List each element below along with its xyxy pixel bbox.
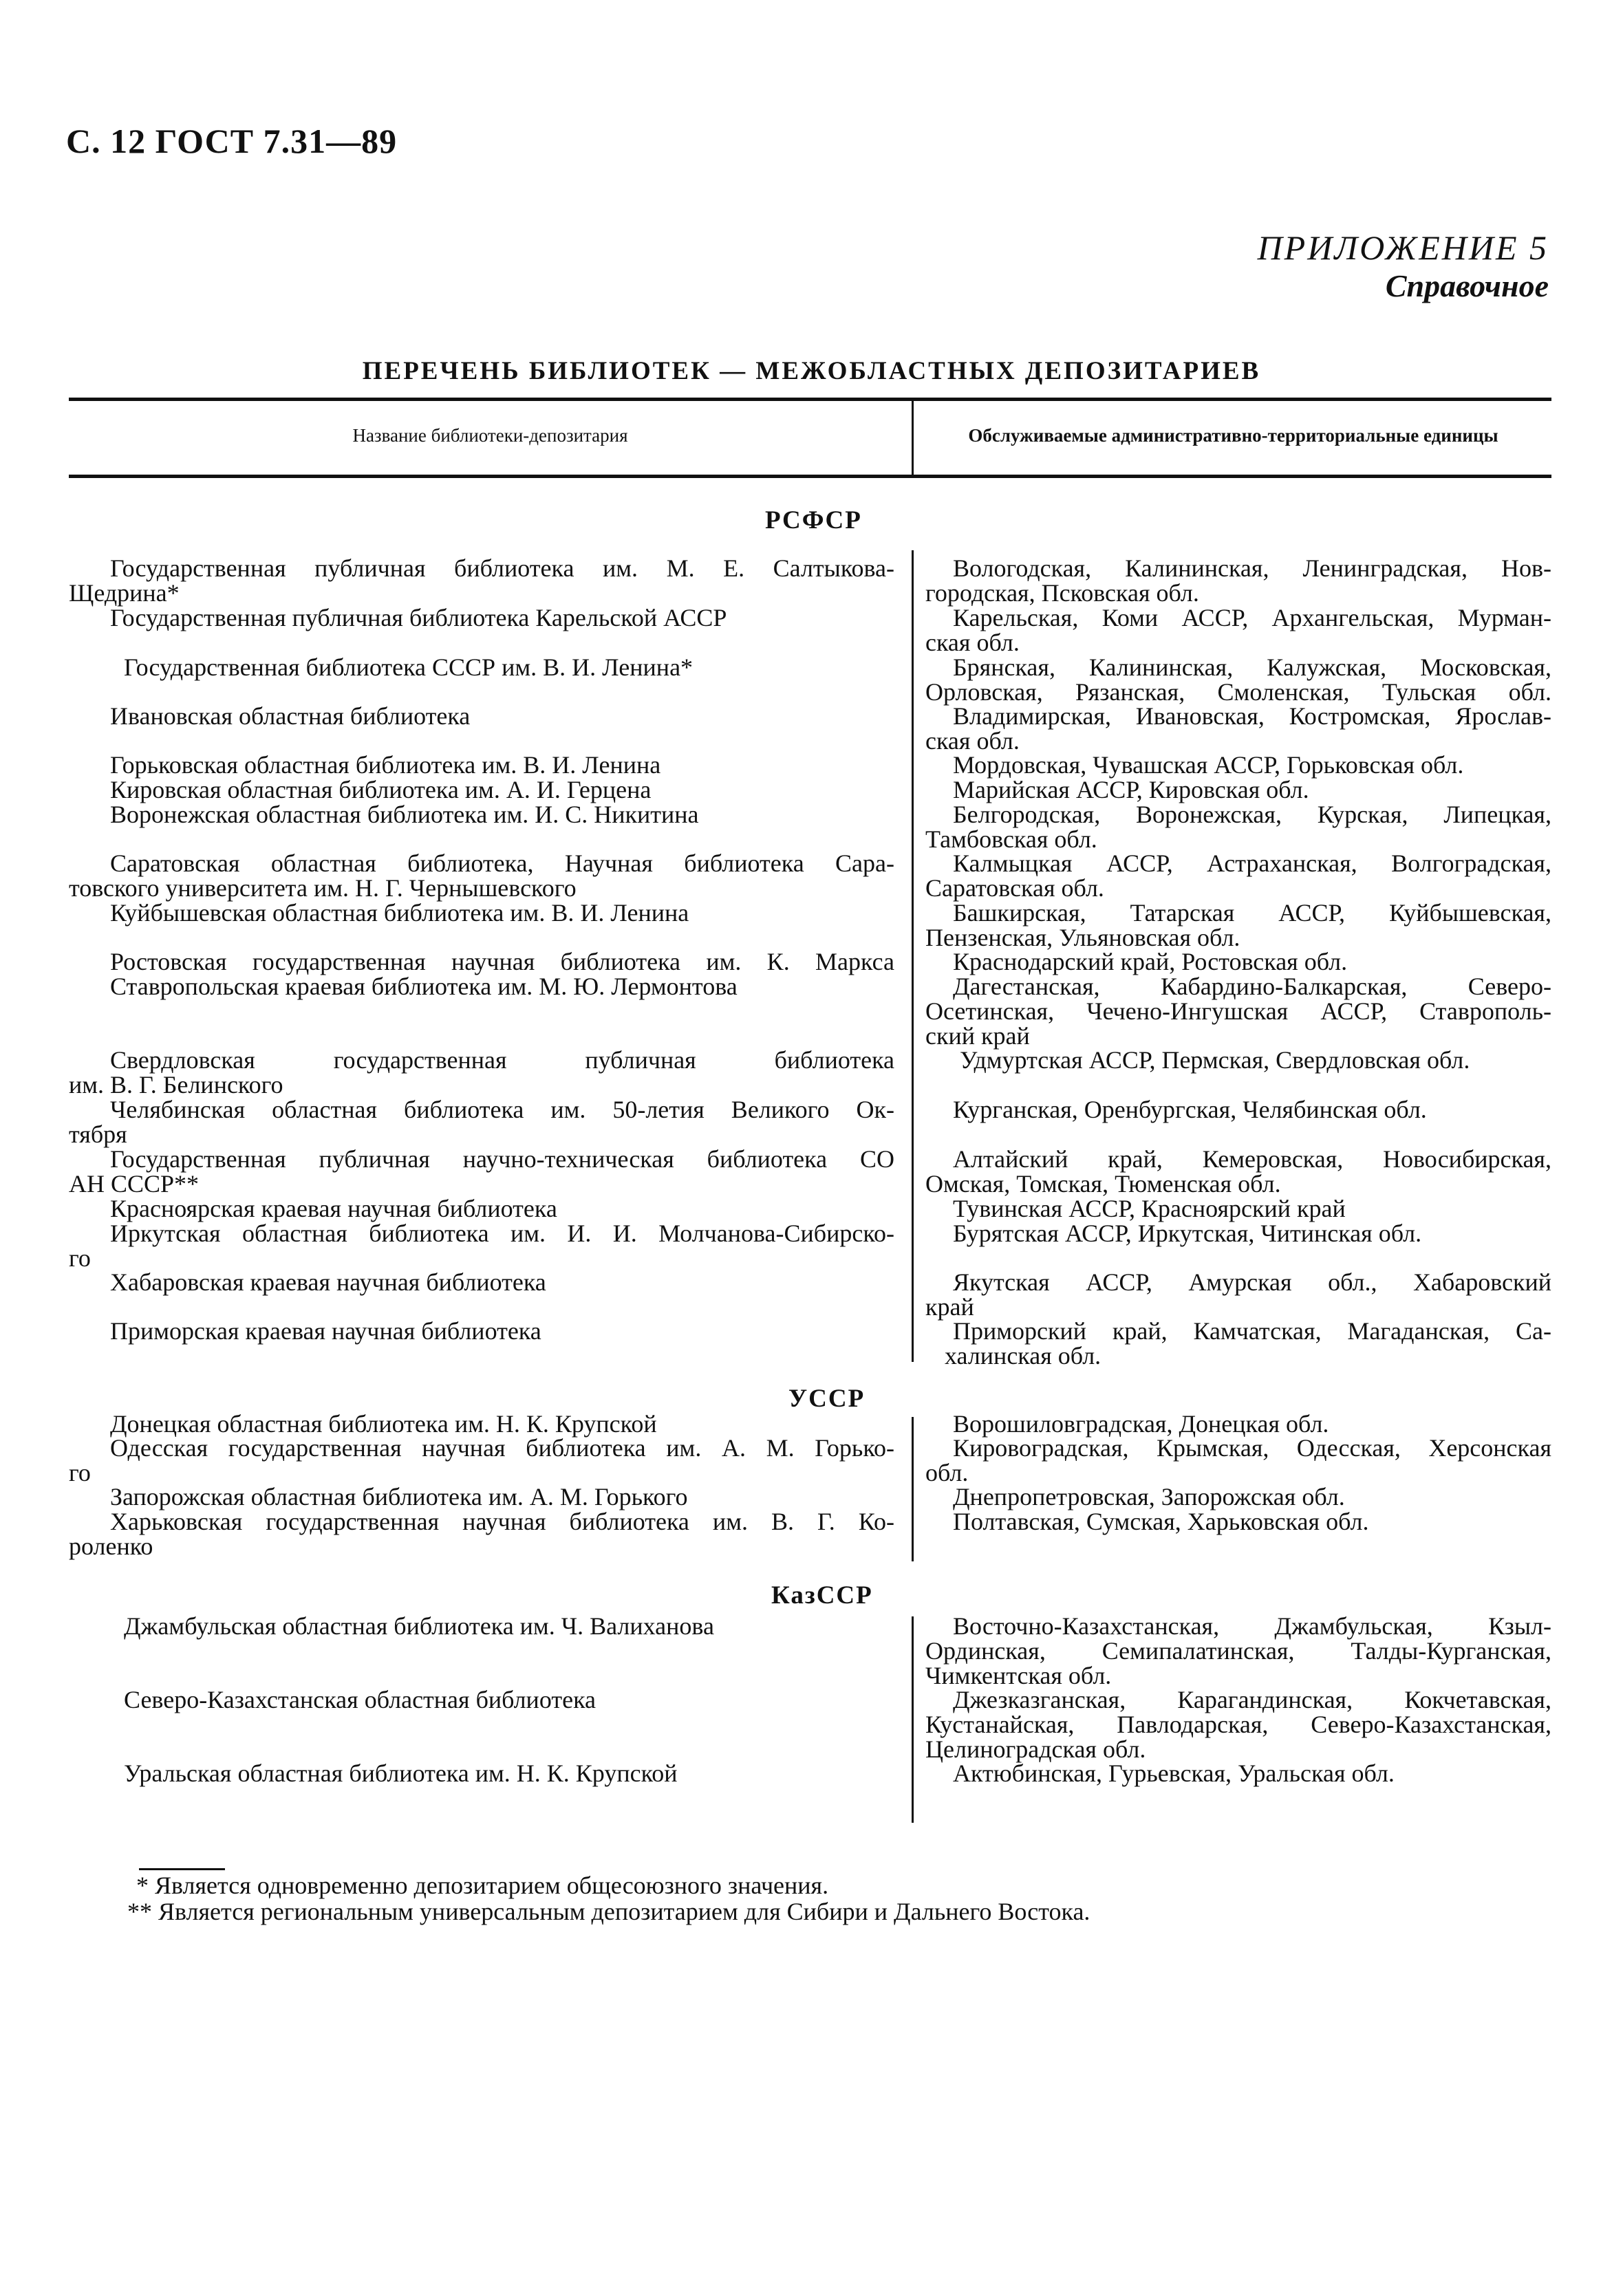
regions-entry: Вологодская, Калининская, Ленинградская, Нов- городская, Псковская обл. <box>925 554 1551 607</box>
library-entry: Челябинская областная библиотека им. 50-летия Великого Ок- тября <box>69 1096 894 1148</box>
regions-entry: Актюбинская, Гурьевская, Уральская обл. <box>953 1759 1395 1787</box>
column-divider <box>912 1616 914 1823</box>
library-entry: Куйбышевская областная библиотека им. В. И. Ленина <box>110 899 689 927</box>
library-entry: Приморская краевая научная библиотека <box>110 1317 541 1345</box>
library-entry: Запорожская областная библиотека им. А. М. Горького <box>110 1483 688 1510</box>
library-entry: Саратовская областная библиотека, Научная библиотека Сара- товского университета им. Н. Г. Чернышевского <box>69 849 894 902</box>
footnote-1: * Является одновременно депозитарием общесоюзного значения. <box>136 1872 829 1899</box>
regions-entry: Карельская, Коми АССР, Архангельская, Мурман- ская обл. <box>925 604 1551 656</box>
column-divider <box>912 550 914 1362</box>
regions-entry: Башкирская, Татарская АССР, Куйбышевская, Пензенская, Ульяновская обл. <box>925 899 1551 951</box>
library-entry: Государственная публичная научно-техническая библиотека СО АН СССР** <box>69 1145 894 1198</box>
library-entry: Красноярская краевая научная библиотека <box>110 1195 557 1222</box>
appendix-number: ПРИЛОЖЕНИЕ 5 <box>1257 228 1549 267</box>
column-divider <box>912 401 914 475</box>
footnote-2: ** Является региональным универсальным депозитарием для Сибири и Дальнего Востока. <box>127 1898 1090 1925</box>
library-entry: Государственная публичная библиотека им. М. Е. Салтыкова- Щедрина* <box>69 554 894 607</box>
library-entry: Государственная библиотека СССР им. В. И. Ленина* <box>124 653 694 681</box>
regions-entry: Дагестанская, Кабардино-Балкарская, Северо- Осетинская, Чечено-Ингушская АССР, Ставрополь- ский край <box>925 973 1551 1050</box>
regions-entry: Алтайский край, Кемеровская, Новосибирская, Омская, Томская, Тюменская обл. <box>925 1145 1551 1198</box>
regions-entry: Калмыцкая АССР, Астраханская, Волгоградская, Саратовская обл. <box>925 849 1551 902</box>
library-entry: Свердловская государственная публичная библиотека им. В. Г. Белинского <box>69 1046 894 1098</box>
library-entry: Иркутская областная библиотека им. И. И. Молчанова-Сибирско- го <box>69 1220 894 1272</box>
regions-entry: Бурятская АССР, Иркутская, Читинская обл. <box>953 1220 1422 1247</box>
regions-entry: Приморский край, Камчатская, Магаданская, Са- халинская обл. <box>945 1317 1551 1369</box>
regions-entry: Курганская, Оренбургская, Челябинская обл. <box>953 1096 1427 1123</box>
column-header-library: Название библиотеки-депозитария <box>352 425 628 446</box>
appendix-heading <box>1258 228 1549 305</box>
regions-entry: Кировоградская, Крымская, Одесская, Херсонская обл. <box>925 1434 1551 1486</box>
section-kazssr: КазССР <box>771 1581 873 1610</box>
regions-entry: Краснодарский край, Ростовская обл. <box>953 948 1348 975</box>
regions-entry: Тувинская АССР, Красноярский край <box>953 1195 1346 1222</box>
library-entry: Государственная публичная библиотека Карельской АССР <box>110 604 727 631</box>
regions-entry: Джезказганская, Карагандинская, Кокчетавская, Кустанайская, Павлодарская, Северо-Казахстанская, Целиноградская обл. <box>925 1686 1551 1763</box>
regions-entry: Восточно-Казахстанская, Джамбульская, Кзыл- Ординская, Семипалатинская, Талды-Курганская, Чимкентская обл. <box>925 1612 1551 1689</box>
library-entry: Харьковская государственная научная библиотека им. В. Г. Ко- роленко <box>69 1508 894 1560</box>
section-rsfsr: РСФСР <box>765 506 862 534</box>
regions-entry: Владимирская, Ивановская, Костромская, Ярослав- ская обл. <box>925 702 1551 755</box>
page-header: С. 12 ГОСТ 7.31—89 <box>66 122 398 160</box>
regions-entry: Ворошиловградская, Донецкая обл. <box>953 1410 1329 1438</box>
library-entry: Уральская областная библиотека им. Н. К. Крупской <box>124 1759 678 1787</box>
table-header-rule <box>69 475 1551 478</box>
library-entry: Одесская государственная научная библиотека им. А. М. Горько- го <box>69 1434 894 1486</box>
regions-entry: Брянская, Калининская, Калужская, Московская, Орловская, Рязанская, Смоленская, Тульская обл. <box>925 653 1551 706</box>
library-entry: Хабаровская краевая научная библиотека <box>110 1268 546 1296</box>
footnote-rule <box>139 1868 225 1870</box>
library-entry: Горьковская областная библиотека им. В. И. Ленина Кировская областная библиотека им. А. И. Герцена Воронежская областная библиотека им. И. С. Никитина <box>110 751 699 828</box>
regions-entry: Мордовская, Чувашская АССР, Горьковская обл. Марийская АССР, Кировская обл. <box>953 751 1464 803</box>
appendix-type: Справочное <box>1385 268 1549 303</box>
library-entry: Ростовская государственная научная библиотека им. К. Маркса Ставропольская краевая библиотека им. М. Ю. Лермонтова <box>110 948 894 1000</box>
library-entry: Донецкая областная библиотека им. Н. К. Крупской <box>110 1410 657 1438</box>
document-title: ПЕРЕЧЕНЬ БИБЛИОТЕК — МЕЖОБЛАСТНЫХ ДЕПОЗИТАРИЕВ <box>362 357 1261 385</box>
section-ussr: УССР <box>788 1385 866 1413</box>
library-entry: Северо-Казахстанская областная библиотека <box>124 1686 596 1713</box>
table-top-rule <box>69 398 1551 401</box>
library-entry: Ивановская областная библиотека <box>110 702 471 730</box>
library-entry: Джамбульская областная библиотека им. Ч. Валиханова <box>124 1612 714 1640</box>
regions-entry: Днепропетровская, Запорожская обл. <box>953 1483 1345 1510</box>
regions-entry: Полтавская, Сумская, Харьковская обл. <box>953 1508 1369 1535</box>
column-divider <box>912 1417 914 1561</box>
regions-entry: Удмуртская АССР, Пермская, Свердловская обл. <box>960 1046 1470 1074</box>
regions-entry: Белгородская, Воронежская, Курская, Липецкая, Тамбовская обл. <box>925 801 1551 853</box>
regions-entry: Якутская АССР, Амурская обл., Хабаровский край <box>925 1268 1551 1321</box>
column-header-regions: Обслуживаемые административно-территориальные единицы <box>968 425 1498 446</box>
